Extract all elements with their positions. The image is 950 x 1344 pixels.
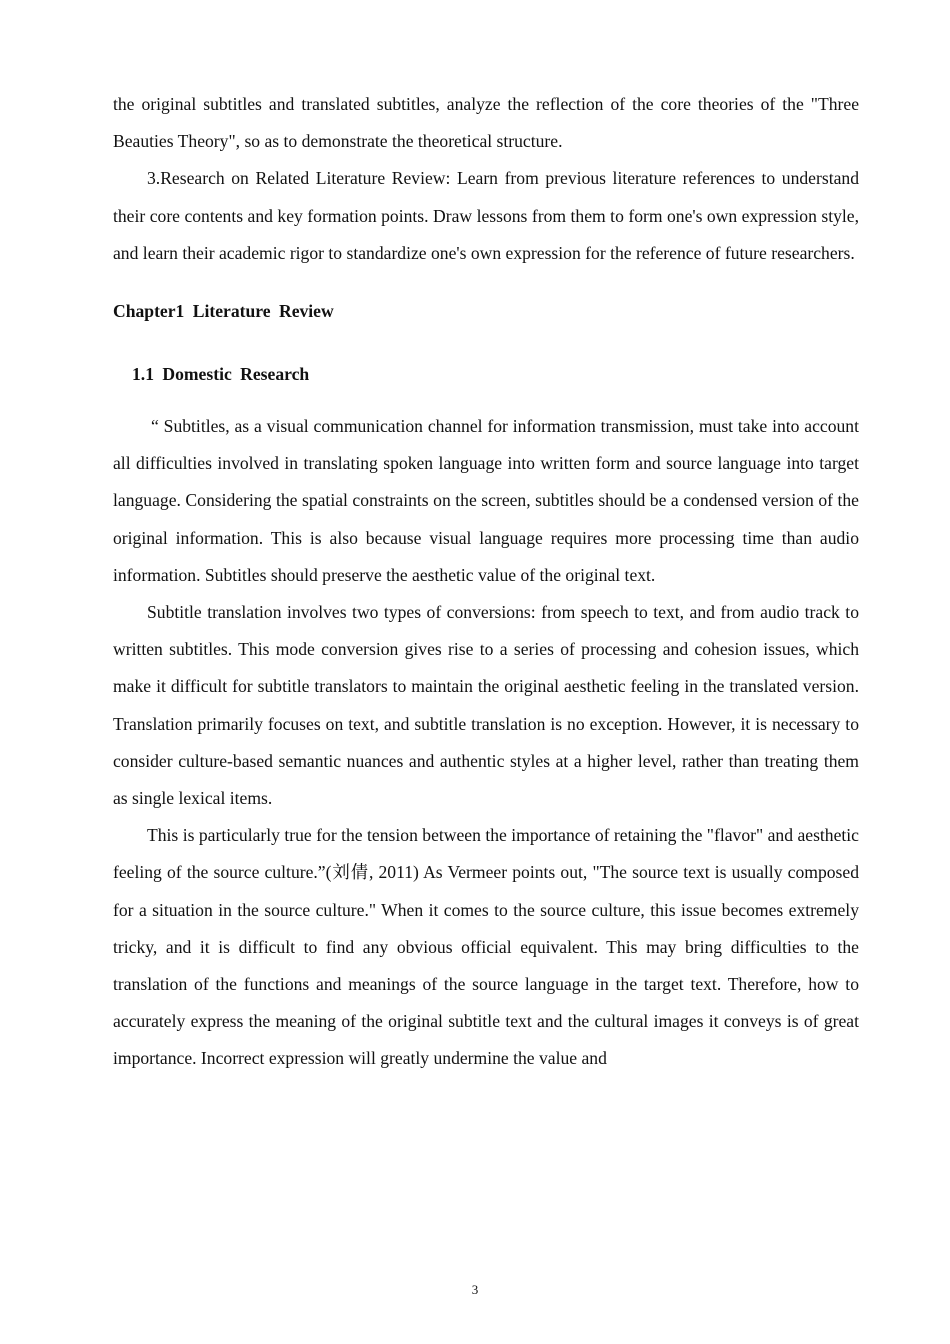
paragraph-subtitles-quote: “ Subtitles, as a visual communication channel for information transmission, must take into account all difficulties involved in translating spoken language into written form and source language into target language. Considering the spatial constraints on the screen, subtitles should be a condensed version of the original information. This is also because visual language requires more processing time than audio information. Subtitles should preserve the aesthetic value of the original text. bbox=[113, 416, 859, 585]
page-number: 3 bbox=[471, 1282, 479, 1297]
chapter-heading: Chapter1 Literature Review bbox=[113, 301, 334, 322]
section-body bbox=[113, 408, 859, 1078]
paragraph-tension-flavor: This is particularly true for the tension between the importance of retaining the "flavor" and aesthetic feeling of the source culture.”(刘倩, 2011) As Vermeer points out, "The source text is usually composed for a situation in the source culture." When it comes to the source culture, this issue becomes extremely tricky, and it is difficult to find any obvious official equivalent. This may bring difficulties to the translation of the functions and meanings of the source language in the target text. Therefore, how to accurately express the meaning of the original subtitle text and the cultural images it conveys is of great importance. Incorrect expression will greatly undermine the value and bbox=[113, 825, 859, 1069]
paragraph-subtitle-translation: Subtitle translation involves two types of conversions: from speech to text, and from audio track to written subtitles. This mode conversion gives rise to a series of processing and cohesion issues, which make it difficult for subtitle translators to maintain the original aesthetic feeling in the translated version. Translation primarily focuses on text, and subtitle translation is no exception. However, it is necessary to consider culture-based semantic nuances and authentic styles at a higher level, rather than treating them as single lexical items. bbox=[113, 602, 859, 809]
paragraph-continued: the original subtitles and translated subtitles, analyze the reflection of the core theories of the "Three Beauties Theory", so as to demonstrate the theoretical structure. bbox=[113, 94, 859, 152]
section-heading: 1.1 Domestic Research bbox=[132, 364, 310, 385]
paragraph-research-literature-review: 3.Research on Related Literature Review: Learn from previous literature references to understand their core contents and key formation points. Draw lessons from them to form one's own expression style, and learn their academic rigor to standardize one's own expression for the reference of future researchers. bbox=[113, 168, 859, 263]
document-page bbox=[113, 86, 859, 1078]
